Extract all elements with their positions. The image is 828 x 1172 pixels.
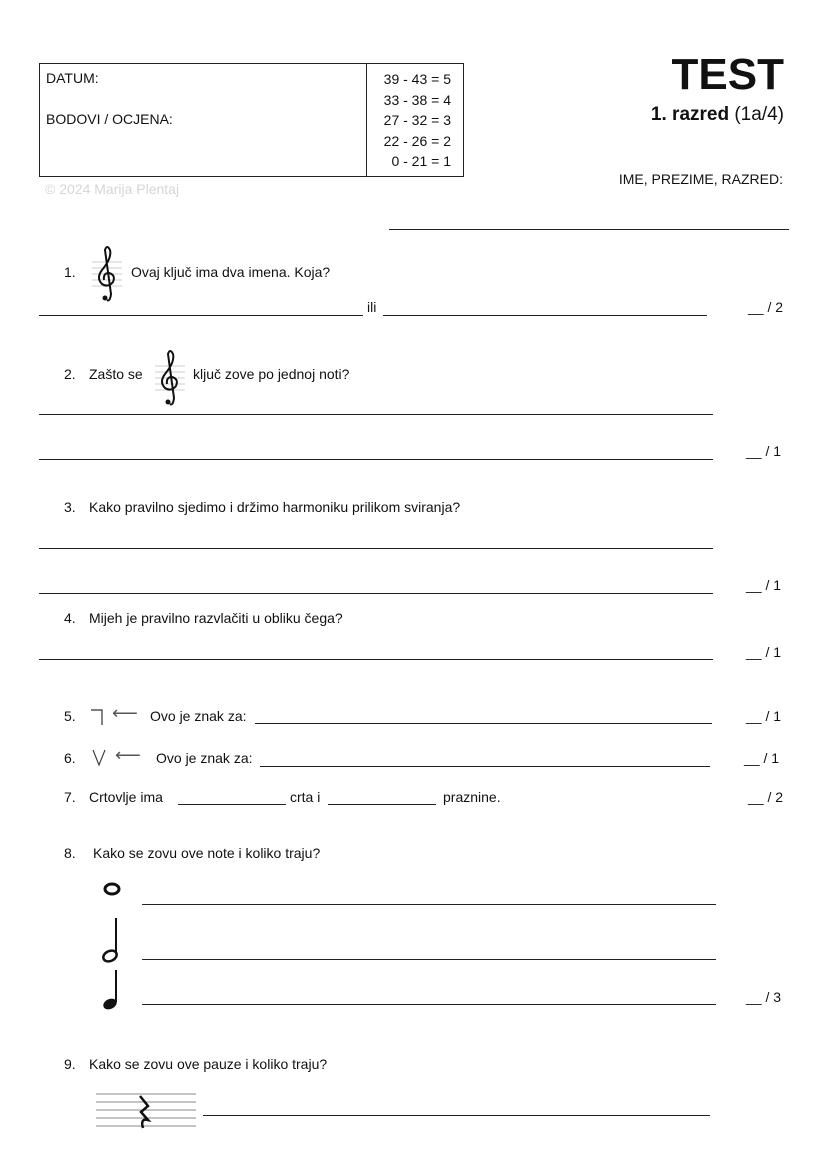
- q8-number: 8.: [64, 845, 76, 861]
- q4-score: __ / 1: [746, 644, 782, 660]
- grade-row: 22 - 26 = 2: [383, 132, 451, 149]
- q3-answer-line[interactable]: [39, 548, 713, 549]
- q4-number: 4.: [64, 610, 76, 626]
- q3-answer-line[interactable]: [39, 593, 713, 594]
- quarter-rest-icon: [96, 1090, 196, 1134]
- q3-number: 3.: [64, 499, 76, 515]
- q9-text: Kako se zovu ove pauze i koliko traju?: [89, 1056, 328, 1072]
- header-box: [39, 63, 464, 177]
- q6-score: __ / 1: [744, 750, 780, 766]
- q2-number: 2.: [64, 366, 76, 382]
- q1-score: __ / 2: [748, 299, 784, 315]
- q5-text: Ovo je znak za:: [150, 708, 247, 724]
- half-note-icon: [100, 916, 124, 964]
- q5-score: __ / 1: [746, 708, 782, 724]
- arrow-left-icon: ⟵: [115, 745, 141, 765]
- q7-answer-line[interactable]: [328, 804, 436, 805]
- q3-score: __ / 1: [746, 577, 782, 593]
- q7-answer-line[interactable]: [178, 804, 286, 805]
- q6-number: 6.: [64, 750, 76, 766]
- q1-answer-line[interactable]: [39, 315, 363, 316]
- box-divider: [366, 64, 367, 176]
- q3-text: Kako pravilno sjedimo i držimo harmoniku prilikom sviranja?: [89, 499, 461, 515]
- q8-answer-line[interactable]: [142, 904, 716, 905]
- q2-score: __ / 1: [746, 443, 782, 459]
- q2-answer-line[interactable]: [39, 414, 713, 415]
- q5-number: 5.: [64, 708, 76, 724]
- q1-number: 1.: [64, 264, 76, 280]
- grade-row: 39 - 43 = 5: [383, 71, 451, 87]
- q7-score: __ / 2: [748, 789, 784, 805]
- q8-text: Kako se zovu ove note i koliko traju?: [93, 845, 321, 861]
- treble-clef-icon: [155, 348, 185, 408]
- q1-or: ili: [367, 299, 377, 315]
- class-label: [651, 104, 784, 126]
- q7-text: Crtovlje ima: [89, 789, 163, 805]
- q2-answer-line[interactable]: [39, 459, 713, 460]
- grade-row: 33 - 38 = 4: [383, 91, 451, 108]
- grade-row: 0 - 21 = 1: [391, 153, 451, 169]
- q2-text: ključ zove po jednoj noti?: [193, 366, 350, 382]
- name-label: IME, PREZIME, RAZRED:: [618, 171, 783, 187]
- datum-label: DATUM:: [46, 70, 99, 86]
- q1-answer-line[interactable]: [383, 315, 707, 316]
- q8-score: __ / 3: [746, 989, 782, 1005]
- grade-scale: [384, 69, 451, 172]
- q7-number: 7.: [64, 789, 76, 805]
- q9-number: 9.: [64, 1056, 76, 1072]
- q9-answer-line[interactable]: [203, 1115, 710, 1116]
- q7-end: praznine.: [443, 789, 501, 805]
- grade-row: 27 - 32 = 3: [383, 112, 451, 128]
- q6-answer-line[interactable]: [260, 766, 710, 767]
- q4-answer-line[interactable]: [39, 659, 713, 660]
- treble-clef-icon: [92, 244, 122, 304]
- quarter-note-icon: [100, 968, 124, 1012]
- class-bold: 1. razred: [650, 104, 730, 125]
- arrow-left-icon: ⟵: [112, 703, 138, 723]
- q1-text: Ovaj ključ ima dva imena. Koja?: [131, 264, 331, 280]
- q8-answer-line[interactable]: [142, 959, 716, 960]
- name-line[interactable]: [389, 229, 789, 230]
- bodovi-label: BODOVI / OCJENA:: [46, 111, 173, 127]
- page-title: TEST: [671, 50, 784, 99]
- q5-answer-line[interactable]: [255, 723, 712, 724]
- q4-text: Mijeh je pravilno razvlačiti u obliku čega?: [89, 610, 343, 626]
- whole-note-icon: [100, 882, 124, 896]
- q2-pre: Zašto se: [89, 366, 143, 382]
- q6-text: Ovo je znak za:: [156, 750, 253, 766]
- class-code: (1a/4): [734, 104, 784, 125]
- q7-mid: crta i: [290, 789, 321, 805]
- q8-answer-line[interactable]: [142, 1004, 716, 1005]
- push-bellows-sign-icon: [90, 708, 104, 726]
- pull-bellows-sign-icon: [92, 749, 106, 767]
- copyright: © 2024 Marija Plentaj: [45, 181, 180, 197]
